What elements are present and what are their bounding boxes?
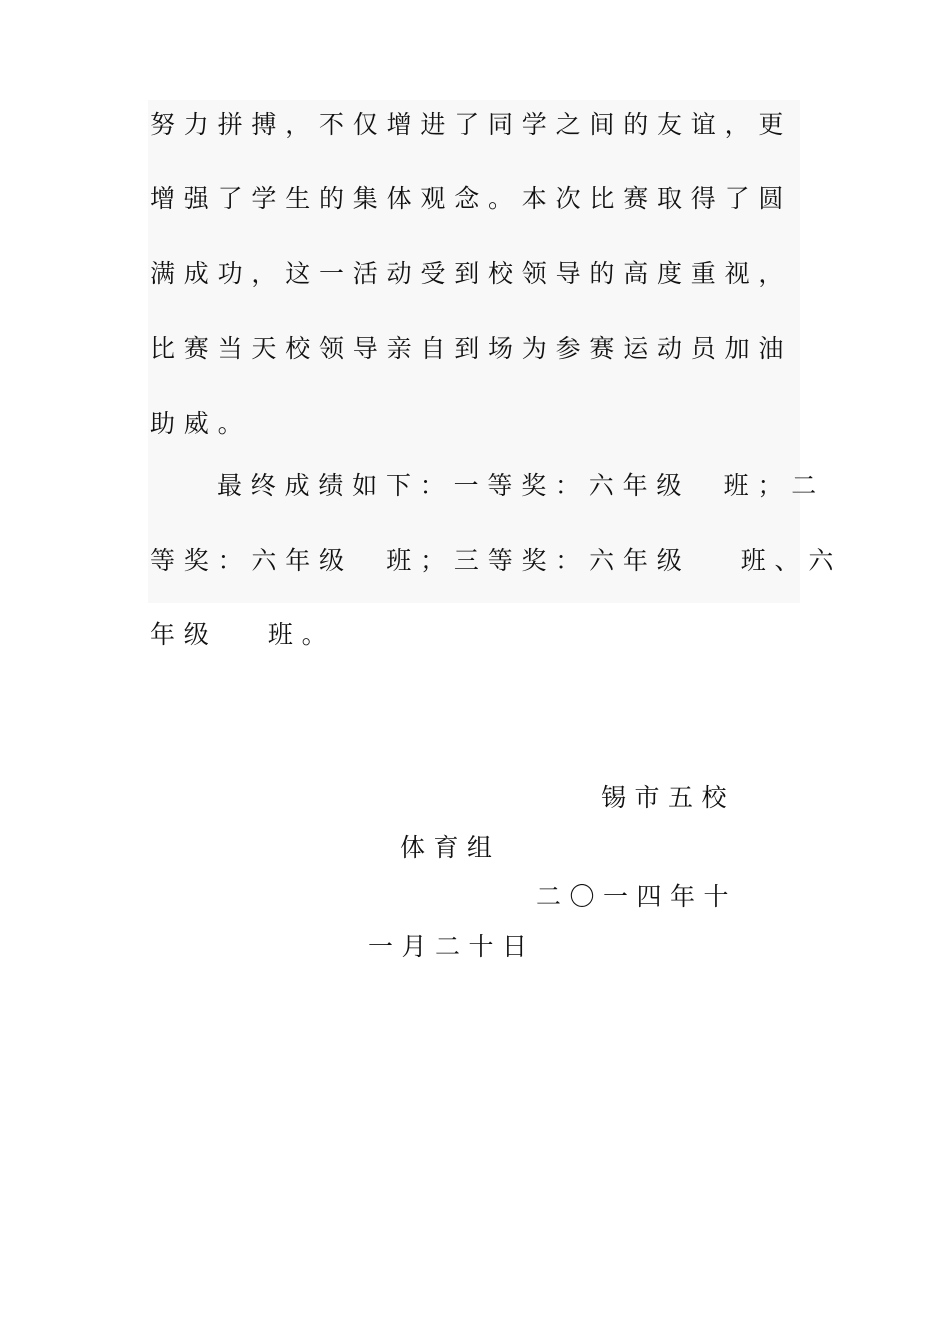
- paragraph-line: 年级 班。: [150, 620, 336, 649]
- date-line-2: 一月二十日: [368, 932, 536, 961]
- paragraph-line: 增强了学生的集体观念。本次比赛取得了圆: [150, 184, 793, 213]
- paragraph-line: 满成功，这一活动受到校领导的高度重视，: [150, 259, 793, 288]
- group-name: 体育组: [400, 833, 501, 862]
- paragraph-line: 比赛当天校领导亲自到场为参赛运动员加油: [150, 334, 793, 363]
- paragraph-line: 助威。: [150, 409, 252, 438]
- paragraph-line: 等奖：六年级 班；三等奖：六年级 班、六: [150, 546, 843, 575]
- paragraph-line: 努力拼搏，不仅增进了同学之间的友谊，更: [150, 110, 793, 139]
- school-name: 锡市五校: [601, 783, 736, 812]
- date-line-1: 二〇一四年十: [536, 882, 738, 911]
- paragraph-line: 最终成绩如下：一等奖：六年级 班；二: [150, 471, 826, 500]
